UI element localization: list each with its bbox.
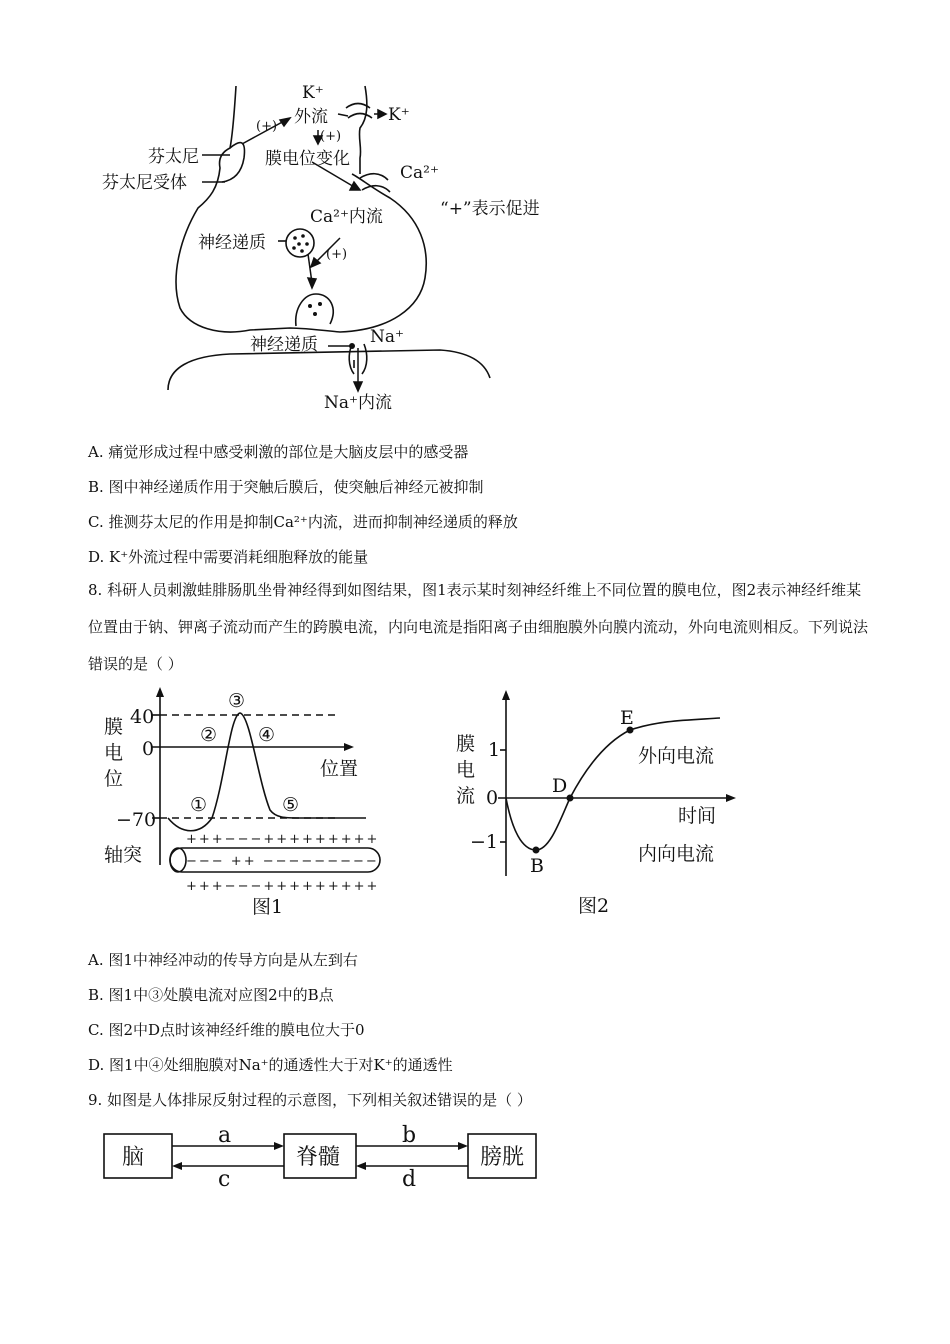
potential-change-label: 膜电位变化 — [265, 149, 350, 169]
path-d: d — [402, 1167, 417, 1192]
bladder-box: 膀胱 — [480, 1145, 525, 1170]
outward-label: 外向电流 — [638, 745, 715, 767]
y2-label-2: 电 — [456, 759, 476, 781]
q8-option-a: A. 图1中神经冲动的传导方向是从左到右 — [88, 951, 358, 969]
neurotransmitter-label-2: 神经递质 — [250, 335, 318, 355]
fentanyl-receptor-label: 芬太尼受体 — [102, 173, 187, 193]
tick-0-2: 0 — [486, 787, 499, 809]
axon-label: 轴突 — [104, 844, 143, 866]
x2-label: 时间 — [678, 805, 717, 827]
na-ion-label: Na⁺ — [370, 327, 404, 347]
point-d: D — [552, 775, 568, 797]
marker-2: ② — [200, 724, 218, 746]
marker-1: ① — [190, 794, 208, 816]
tick-0: 0 — [142, 738, 155, 760]
fentanyl-label: 芬太尼 — [148, 147, 199, 167]
point-b: B — [530, 855, 544, 877]
ca-in-label: Ca²⁺内流 — [310, 207, 383, 227]
q8-option-d: D. 图1中④处细胞膜对Na⁺的通透性大于对K⁺的通透性 — [88, 1056, 453, 1074]
na-in-label: Na⁺内流 — [324, 393, 392, 413]
q7-option-b: B. 图中神经递质作用于突触后膜后，使突触后神经元被抑制 — [88, 478, 484, 496]
ca-ion-label: Ca²⁺ — [400, 163, 439, 183]
tick-40: 40 — [130, 706, 155, 728]
inward-label: 内向电流 — [638, 843, 715, 865]
membrane-potential-figure — [90, 685, 400, 925]
marker-5: ⑤ — [282, 794, 300, 816]
reflex-diagram — [100, 1122, 550, 1202]
membrane-current-figure — [450, 690, 750, 920]
charges-bottom: +++−−−+++++++++ — [186, 879, 380, 894]
q9-stem: 9. 如图是人体排尿反射过程的示意图，下列相关叙述错误的是（ ） — [88, 1091, 532, 1109]
legend-label: “+”表示促进 — [440, 199, 540, 219]
y2-label-3: 流 — [456, 785, 476, 807]
path-b: b — [402, 1123, 417, 1148]
tick-neg70: −70 — [116, 809, 157, 831]
tick-neg1: −1 — [470, 831, 499, 853]
point-e: E — [620, 707, 634, 729]
q7-option-d: D. K⁺外流过程中需要消耗细胞释放的能量 — [88, 548, 369, 566]
spinal-cord-box: 脊髓 — [296, 1145, 341, 1170]
synapse-diagram — [90, 78, 570, 418]
figure-2-caption: 图2 — [578, 895, 610, 917]
q7-option-a: A. 痛觉形成过程中感受刺激的部位是大脑皮层中的感受器 — [88, 443, 469, 461]
q8-option-c: C. 图2中D点时该神经纤维的膜电位大于0 — [88, 1021, 365, 1039]
marker-3: ③ — [228, 690, 246, 712]
path-a: a — [218, 1123, 232, 1148]
y-label-3: 位 — [104, 768, 124, 790]
tick-1: 1 — [488, 739, 501, 761]
plus-label-2: (+) — [320, 129, 342, 144]
q8-stem: 8. 科研人员刺激蛙腓肠肌坐骨神经得到如图结果，图1表示某时刻神经纤维上不同位置的膜电位，图2表示神经纤维某位置由于钠、钾离子流动而产生的跨膜电流，内向电流是指阳离子由细胞膜外向膜内流动，外向电流则相反。下列说法错误的是（ ） — [88, 581, 869, 673]
q7-option-c: C. 推测芬太尼的作用是抑制Ca²⁺内流，进而抑制神经递质的释放 — [88, 513, 518, 531]
y-label-1: 膜 — [104, 716, 124, 738]
k-out-label: 外流 — [294, 107, 328, 127]
y-label-2: 电 — [104, 742, 124, 764]
neurotransmitter-label-1: 神经递质 — [198, 233, 266, 253]
charges-mid: −−− ++ −−−−−−−−− — [186, 854, 379, 869]
k-ion-label: K⁺ — [302, 83, 324, 103]
plus-label-3: (+) — [326, 247, 348, 262]
x-label: 位置 — [320, 758, 359, 780]
marker-4: ④ — [258, 724, 276, 746]
plus-label-1: (+) — [256, 119, 278, 134]
k-ion-right-label: K⁺ — [388, 105, 410, 125]
charges-top: +++−−−+++++++++ — [186, 832, 380, 847]
q8-option-b: B. 图1中③处膜电流对应图2中的B点 — [88, 986, 334, 1004]
y2-label-1: 膜 — [456, 733, 476, 755]
path-c: c — [218, 1167, 231, 1192]
brain-box: 脑 — [122, 1145, 145, 1170]
figure-1-caption: 图1 — [252, 896, 284, 918]
